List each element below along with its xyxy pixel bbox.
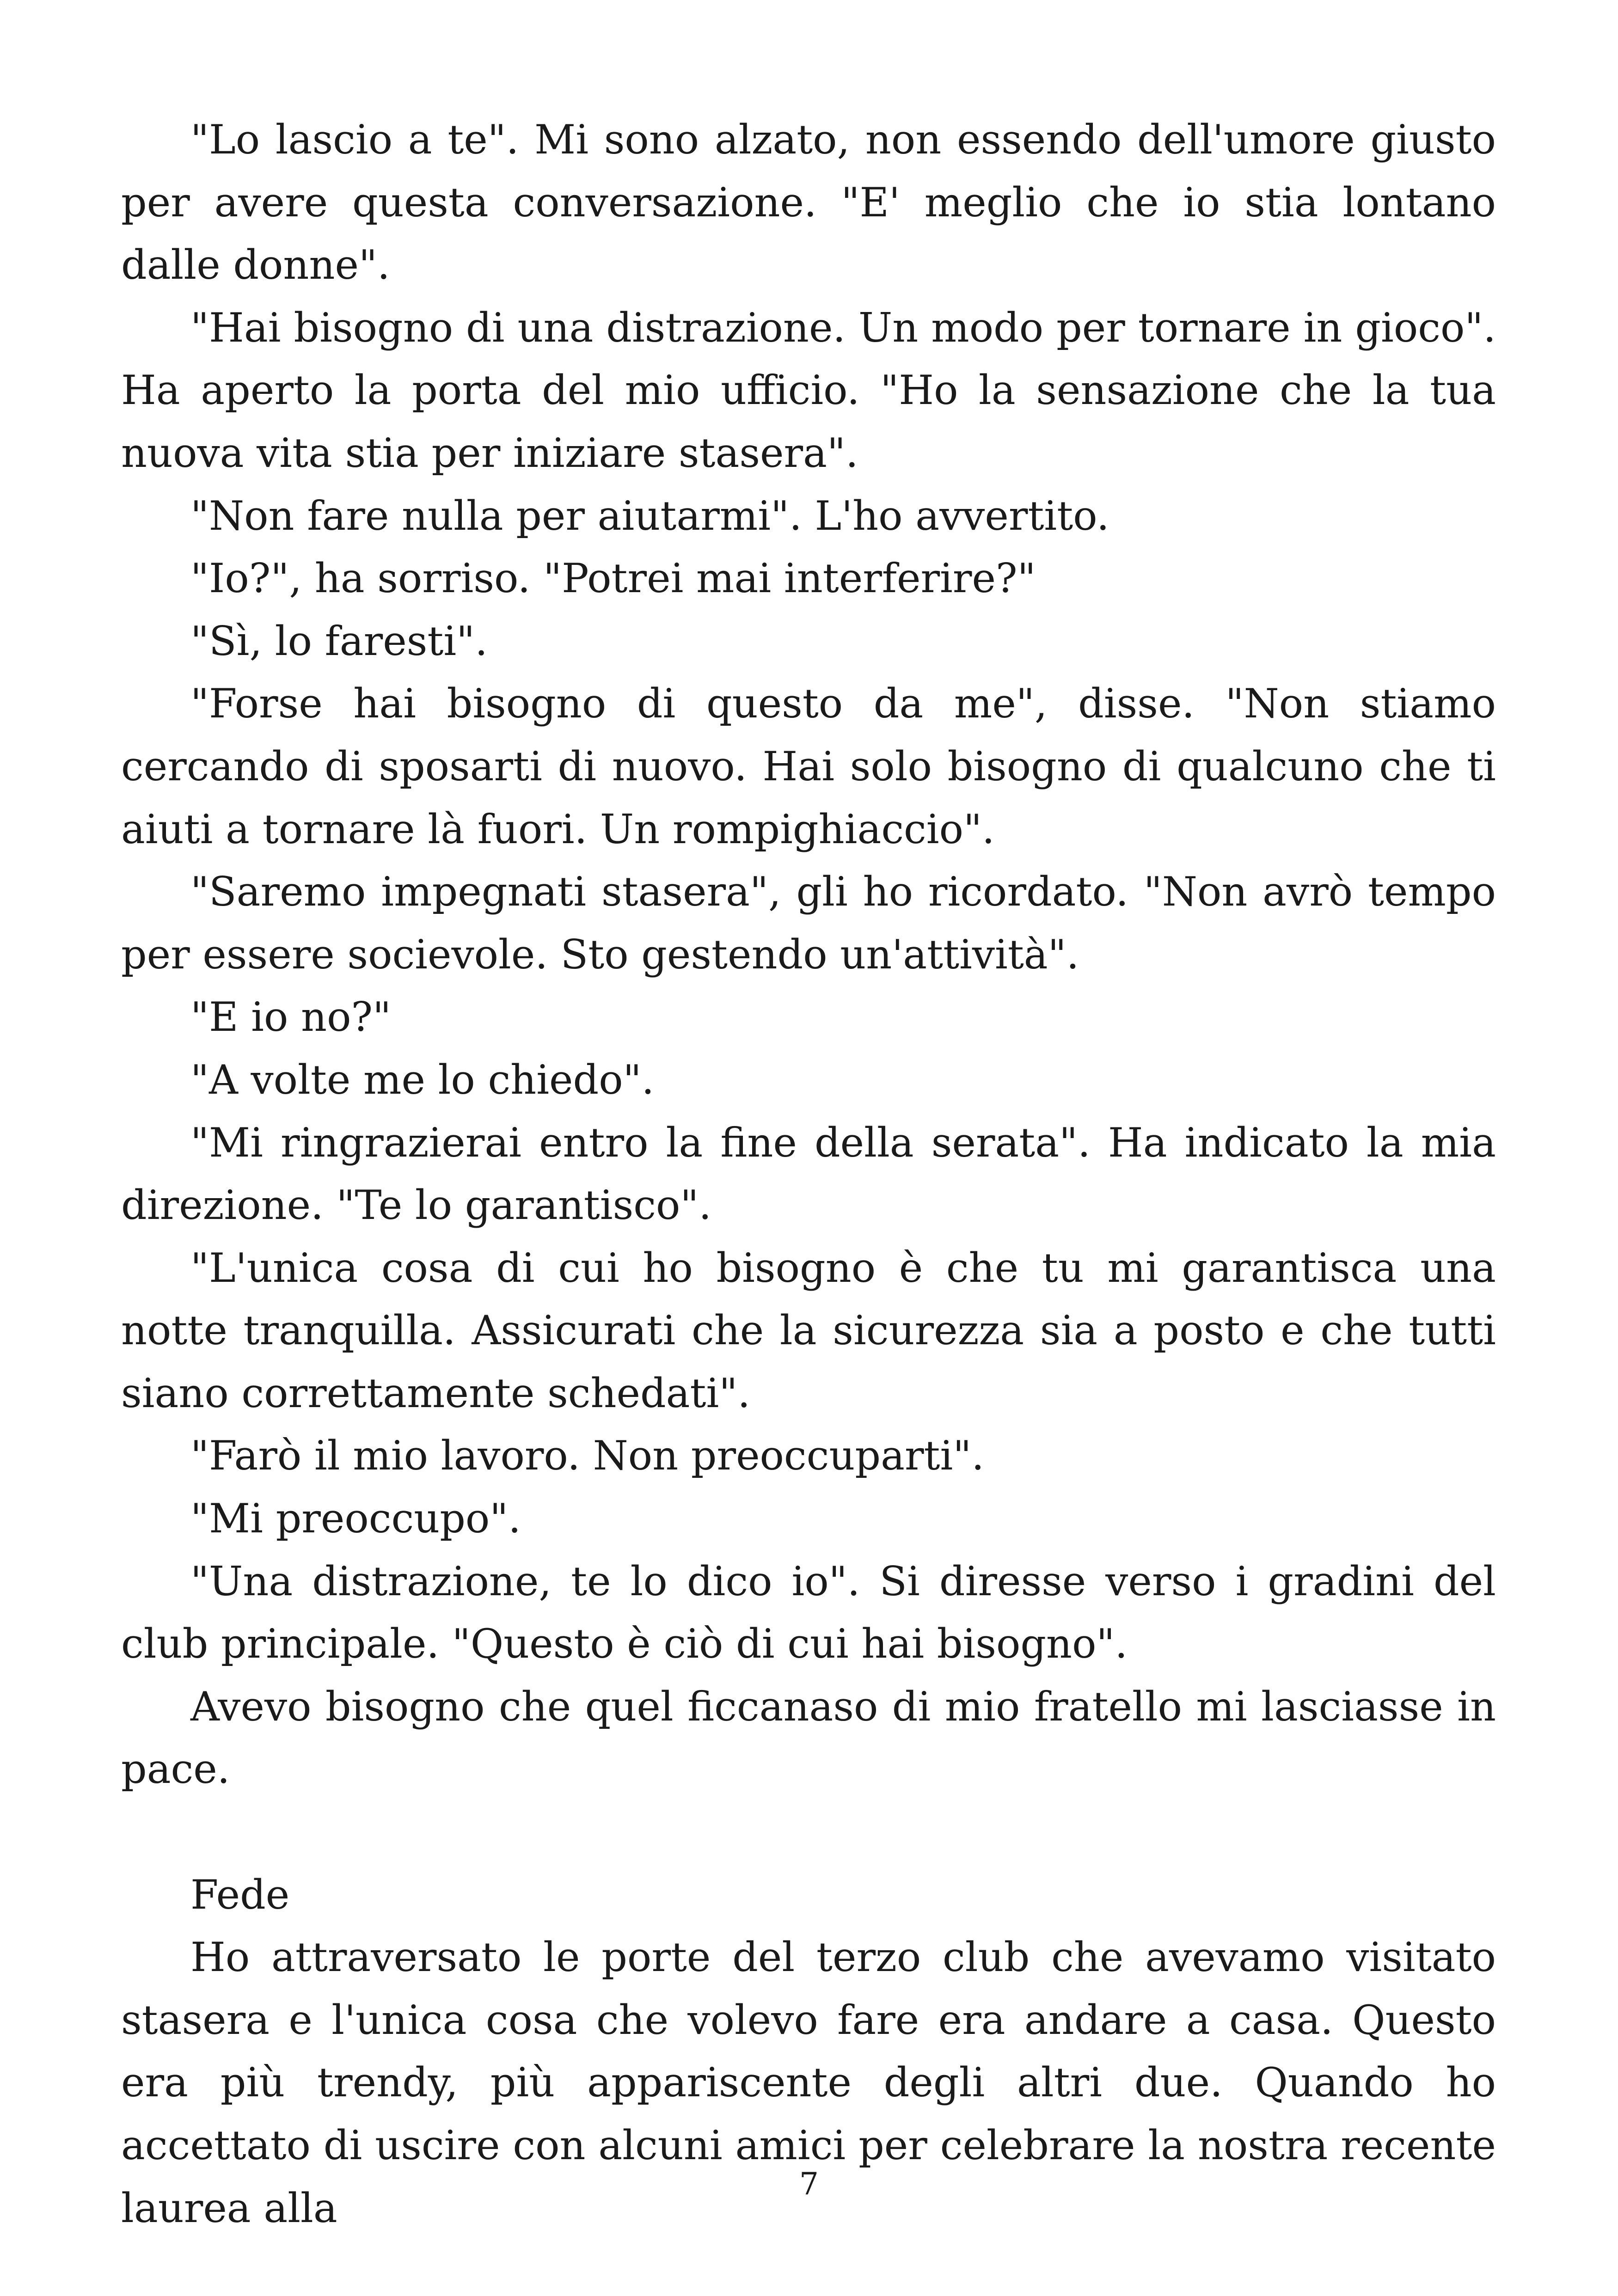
paragraph: "Non fare nulla per aiutarmi". L'ho avvertito. [190, 492, 1109, 539]
paragraph: Ho attraversato le porte del terzo club che avevamo visitato stasera e l'unica cosa che volevo fare era andare a casa. Questo era più trendy, più appariscente degli altri due. Quando ho accettato di uscire con alcuni amici per celebrare la nostra recente laurea alla [121, 1934, 1496, 2232]
paragraph: "Farò il mio lavoro. Non preoccuparti". [190, 1432, 985, 1480]
section-break [121, 1801, 1496, 1864]
paragraph: "Una distrazione, te lo dico io". Si diresse verso i gradini del club principale. "Questo è ciò di cui hai bisogno". [121, 1557, 1496, 1668]
section-heading: Fede [190, 1871, 290, 1918]
paragraph: "Mi ringrazierai entro la fine della serata". Ha indicato la mia direzione. "Te lo garantisco". [121, 1119, 1496, 1229]
paragraph: "Sì, lo faresti". [190, 617, 488, 665]
paragraph: Avevo bisogno che quel ficcanaso di mio fratello mi lasciasse in pace. [121, 1683, 1496, 1793]
paragraph: "Forse hai bisogno di questo da me", disse. "Non stiamo cercando di sposarti di nuovo. Hai solo bisogno di qualcuno che ti aiuti a tornare là fuori. Un rompighiaccio". [121, 680, 1496, 853]
page-text-block [121, 109, 1496, 2240]
paragraph: "A volte me lo chiedo". [190, 1056, 655, 1103]
paragraph: "L'unica cosa di cui ho bisogno è che tu mi garantisca una notte tranquilla. Assicurati che la sicurezza sia a posto e che tutti siano correttamente schedati". [121, 1244, 1496, 1417]
paragraph: "E io no?" [190, 993, 392, 1041]
paragraph: "Hai bisogno di una distrazione. Un modo per tornare in gioco". Ha aperto la porta del mio ufficio. "Ho la sensazione che la tua nuova vita stia per iniziare stasera". [121, 304, 1496, 477]
page-number: 7 [799, 2166, 819, 2202]
paragraph: "Io?", ha sorriso. "Potrei mai interferire?" [190, 555, 1036, 602]
paragraph: "Mi preoccupo". [190, 1495, 521, 1543]
paragraph: "Saremo impegnati stasera", gli ho ricordato. "Non avrò tempo per essere socievole. Sto gestendo un'attività". [121, 868, 1496, 978]
paragraph: "Lo lascio a te". Mi sono alzato, non essendo dell'umore giusto per avere questa conversazione. "E' meglio che io stia lontano dalle donne". [121, 116, 1496, 289]
